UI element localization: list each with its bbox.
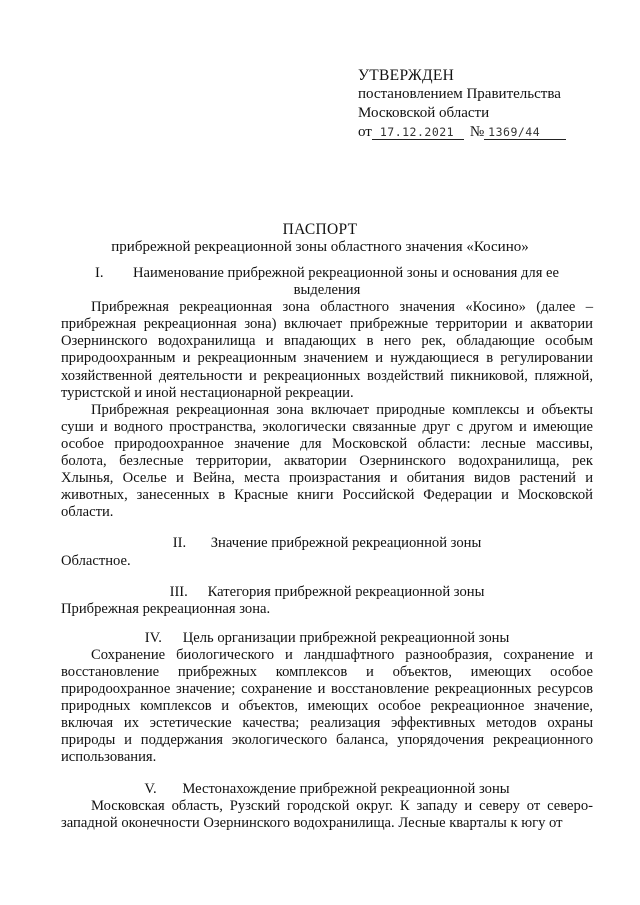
- section-1-heading: [61, 265, 593, 299]
- section-3-paragraph-1: Прибрежная рекреационная зона.: [61, 600, 271, 617]
- section-1-paragraph-1: Прибрежная рекреационная зона областного значения «Косино» (далее – прибрежная рекреационная зона) включает прибрежные территории и акватории Озернинского водохранилища и впадающих в него рек, обладающие особым природоохранным и рекреационным значением и нуждающиеся в регулировании хозяйственной деятельности и рекреационных воздействий пикниковой, пляжной, туристской и иной нестационарной рекреации.: [61, 299, 593, 401]
- section-4-number: IV.: [144, 629, 162, 646]
- section-3-title: Категория прибрежной рекреационной зоны: [207, 583, 485, 600]
- section-3-number: III.: [169, 583, 188, 600]
- section-4-title: Цель организации прибрежной рекреационной зоны: [182, 629, 510, 646]
- approval-line-1: постановлением Правительства: [358, 86, 561, 102]
- section-1-number: I.: [94, 265, 104, 281]
- section-4-heading: [61, 630, 593, 647]
- section-3-heading: [61, 584, 593, 601]
- section-5-title: Местонахождение прибрежной рекреационной зоны: [182, 780, 510, 797]
- number-prefix: №: [469, 124, 485, 140]
- document-subtitle: прибрежной рекреационной зоны областного значения «Косино»: [111, 239, 529, 255]
- section-2-number: II.: [172, 535, 187, 552]
- date-prefix: от: [358, 124, 372, 140]
- approval-line-2: Московской области: [358, 105, 490, 121]
- approval-number: 1369/44: [484, 125, 566, 140]
- approval-date: 17.12.2021: [372, 125, 464, 140]
- section-1-title: Наименование прибрежной рекреационной зоны и основания для ее выделения: [132, 265, 560, 299]
- document-body: [61, 265, 593, 832]
- section-5-number: V.: [144, 780, 157, 797]
- section-2-paragraph-1: Областное.: [61, 552, 131, 569]
- document-title: ПАСПОРТ: [282, 221, 358, 238]
- section-5-heading: [61, 781, 593, 798]
- section-5-paragraph-1: Московская область, Рузский городской округ. К западу и северу от северо-западной оконечности Озернинского водохранилища. Лесные кварталы к югу от: [61, 797, 593, 831]
- section-2-title: Значение прибрежной рекреационной зоны: [210, 535, 482, 552]
- approval-title: УТВЕРЖДЕН: [358, 67, 455, 84]
- section-2-heading: [61, 535, 593, 552]
- section-4-paragraph-1: Сохранение биологического и ландшафтного разнообразия, сохранение и восстановление прибрежных комплексов и объектов, имеющих особое природоохранное значение; сохранение и восстановление рекреационных ресурсов природных комплексов и объектов, имеющих особое рекреационное значение, включая их эстетические качества; реализация эффективных методов охраны природы и поддержания экологического баланса, упорядочения рекреационного использования.: [61, 646, 593, 766]
- approval-stamp: [358, 66, 598, 142]
- section-1-paragraph-2: Прибрежная рекреационная зона включает природные комплексы и объекты суши и водного пространства, экологически связанные друг с другом и имеющие особое природоохранное значение для Московской области: лесные массивы, болота, безлесные территории, акватории Озернинского водохранилища, рек Хлынья, Оселье и Вейна, места произрастания и обитания видов растений и животных, занесенных в Красные книги Российской Федерации и Московской области.: [61, 401, 593, 521]
- approval-date-line: [358, 123, 598, 142]
